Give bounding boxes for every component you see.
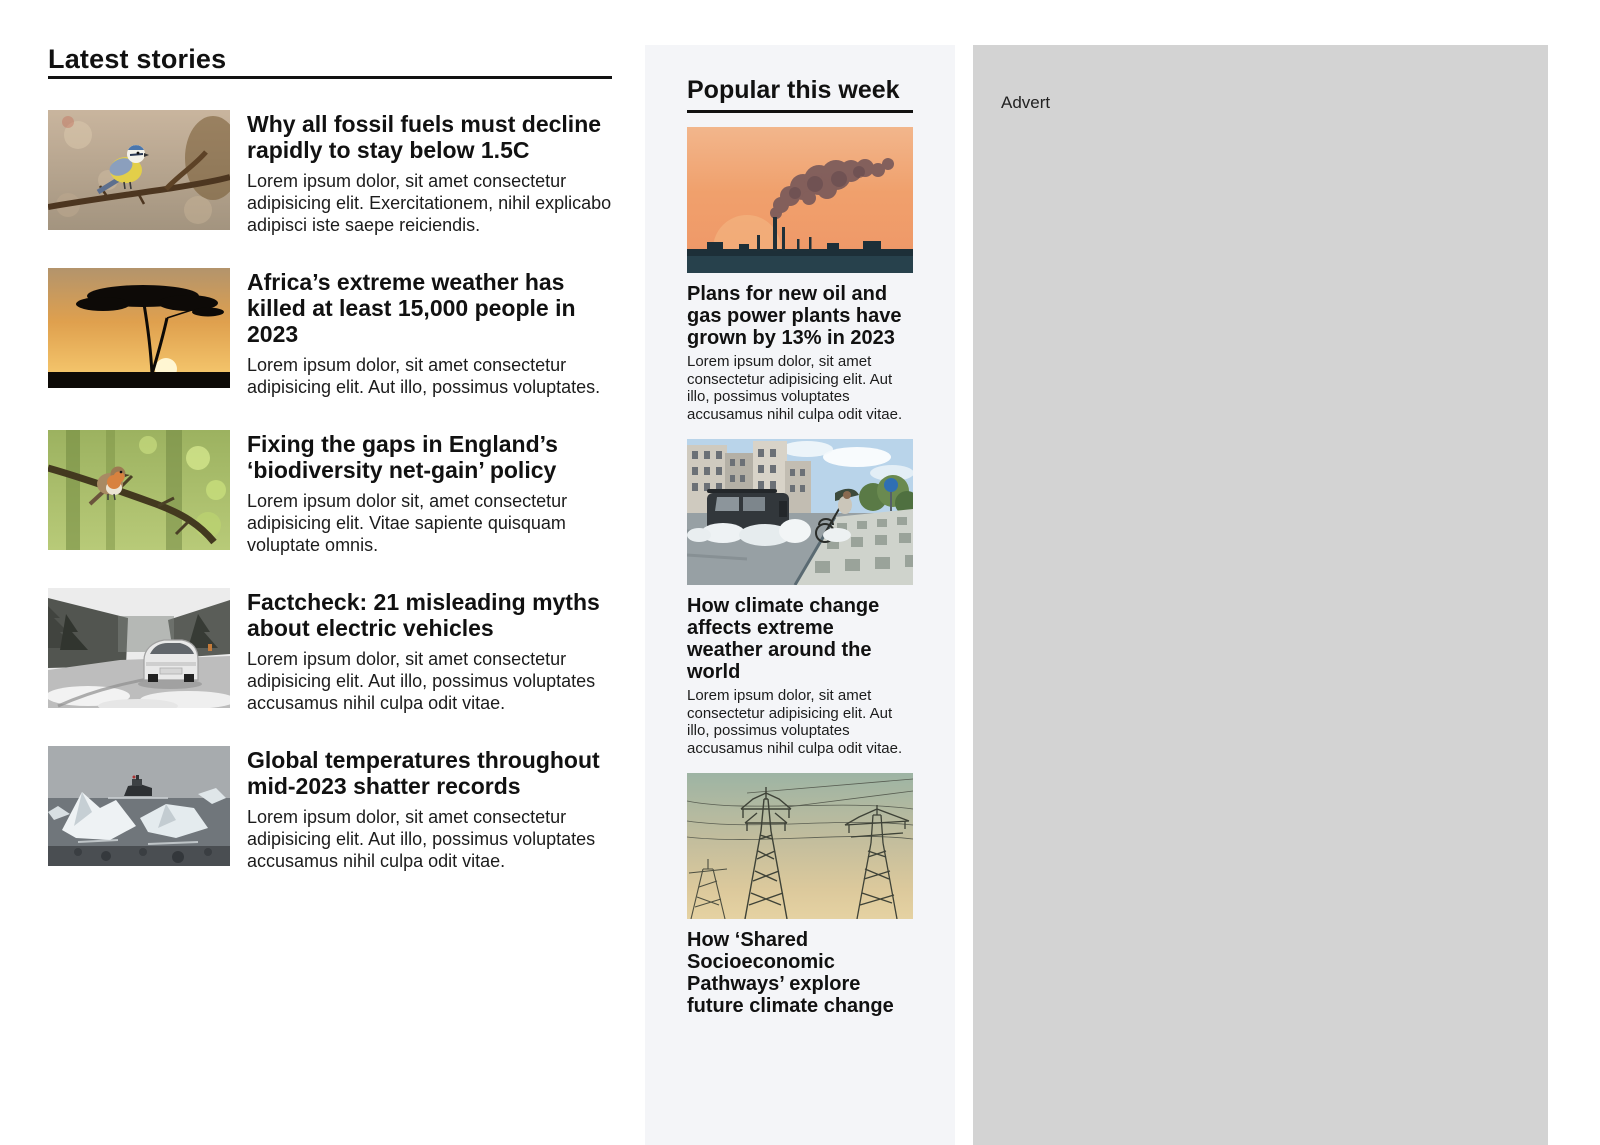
article-headline[interactable]: How climate change affects extreme weather around the world (687, 595, 880, 683)
thumbnail-acacia-sunset-photo (48, 268, 230, 388)
advert-label: Advert (1001, 93, 1051, 112)
thumbnail-pylons-photo (687, 773, 913, 919)
thumbnail-robin-photo (48, 430, 230, 550)
thumbnail-power-station-photo (687, 127, 913, 273)
article-text (247, 268, 612, 398)
latest-stories-header (48, 45, 612, 79)
article-excerpt: Lorem ipsum dolor, sit amet consectetur adipisicing elit. Aut illo, possimus voluptates accusamus nihil culpa odit vitae. (247, 649, 596, 713)
latest-article-2[interactable] (48, 268, 612, 398)
icebergs-illustration (48, 746, 230, 866)
pylons-illustration (687, 773, 913, 919)
latest-stories-title: Latest stories (48, 44, 227, 74)
latest-article-1[interactable] (48, 110, 612, 236)
article-excerpt: Lorem ipsum dolor sit, amet consectetur adipisicing elit. Vitae sapiente quisquam voluptate omnis. (247, 491, 568, 555)
article-text (247, 588, 612, 714)
power-station-illustration (687, 127, 913, 273)
article-headline[interactable]: Africa’s extreme weather has killed at least 15,000 people in 2023 (247, 269, 576, 347)
popular-article-1[interactable] (687, 127, 913, 423)
article-headline[interactable]: Why all fossil fuels must decline rapidly to stay below 1.5C (247, 111, 602, 163)
thumbnail-electric-car-photo (48, 588, 230, 708)
article-excerpt: Lorem ipsum dolor, sit amet consectetur adipisicing elit. Aut illo, possimus voluptates accusamus nihil culpa odit vitae. (687, 687, 903, 757)
article-text (247, 746, 612, 872)
article-headline[interactable]: Factcheck: 21 misleading myths about electric vehicles (247, 589, 600, 641)
latest-article-3[interactable] (48, 430, 612, 556)
latest-article-5[interactable] (48, 746, 612, 872)
robin-illustration (48, 430, 230, 550)
popular-article-2[interactable] (687, 439, 913, 757)
article-excerpt: Lorem ipsum dolor, sit amet consectetur adipisicing elit. Aut illo, possimus voluptates accusamus nihil culpa odit vitae. (687, 353, 903, 423)
article-excerpt: Lorem ipsum dolor, sit amet consectetur adipisicing elit. Aut illo, possimus voluptates accusamus nihil culpa odit vitae. (247, 807, 596, 871)
popular-title: Popular this week (687, 76, 900, 104)
article-excerpt: Lorem ipsum dolor, sit amet consectetur adipisicing elit. Aut illo, possimus voluptates. (247, 355, 601, 397)
blue-tit-illustration (48, 110, 230, 230)
advert-placeholder (973, 45, 1548, 1145)
thumbnail-flooded-street-photo (687, 439, 913, 585)
thumbnail-icebergs-photo (48, 746, 230, 866)
popular-this-week-section (645, 45, 955, 1145)
electric-car-illustration (48, 588, 230, 708)
article-excerpt: Lorem ipsum dolor, sit amet consectetur adipisicing elit. Exercitationem, nihil explicabo adipisci iste saepe reiciendis. (247, 171, 612, 235)
article-headline[interactable]: How ‘Shared Socioeconomic Pathways’ explore future climate change (687, 929, 894, 1017)
latest-stories-section (48, 45, 612, 904)
article-text (247, 430, 612, 556)
article-text (247, 110, 612, 236)
popular-header (687, 77, 913, 113)
flooded-street-illustration (687, 439, 913, 585)
article-headline[interactable]: Fixing the gaps in England’s ‘biodiversity net-gain’ policy (247, 431, 558, 483)
latest-article-4[interactable] (48, 588, 612, 714)
thumbnail-blue-tit-photo (48, 110, 230, 230)
article-headline[interactable]: Plans for new oil and gas power plants have grown by 13% in 2023 (687, 283, 902, 349)
acacia-sunset-illustration (48, 268, 230, 388)
popular-article-3[interactable] (687, 773, 913, 1017)
article-headline[interactable]: Global temperatures throughout mid-2023 shatter records (247, 747, 600, 799)
